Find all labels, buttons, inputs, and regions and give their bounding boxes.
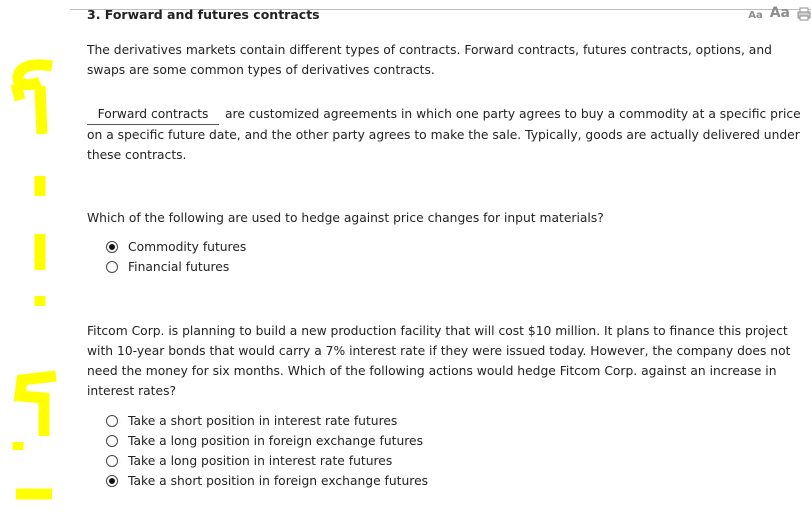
option-label: Commodity futures xyxy=(128,240,247,254)
radio-button[interactable] xyxy=(106,415,118,427)
radio-button[interactable] xyxy=(106,261,118,273)
question-title: 3. Forward and futures contracts xyxy=(87,7,320,22)
radio-button[interactable] xyxy=(106,241,118,253)
radio-button[interactable] xyxy=(106,435,118,447)
handwritten-annotation xyxy=(0,0,70,513)
definition-paragraph xyxy=(87,104,802,165)
option-short-foreign-exchange[interactable] xyxy=(106,471,428,491)
font-size-large-button[interactable]: Aa xyxy=(769,5,790,21)
option-label: Take a long position in interest rate futures xyxy=(128,454,393,468)
option-long-foreign-exchange[interactable] xyxy=(106,431,428,451)
option-label: Take a short position in foreign exchange futures xyxy=(128,474,429,488)
option-financial-futures[interactable] xyxy=(106,257,246,277)
radio-button[interactable] xyxy=(106,475,118,487)
question1-prompt: Which of the following are used to hedge against price changes for input materials? xyxy=(87,211,604,225)
question2-prompt: Fitcom Corp. is planning to build a new production facility that will cost $10 million. It plans to finance this project with 10-year bonds that would carry a 7% interest rate if they were issued today. However, the company does not need the money for six months. Which of the following actions would hedge Fitcom Corp. against an increase in interest rates? xyxy=(87,324,791,398)
answer-blank[interactable]: Forward contracts xyxy=(87,104,219,125)
font-size-small-button[interactable]: Aa xyxy=(748,10,763,21)
option-label: Take a long position in foreign exchange futures xyxy=(128,434,423,448)
font-size-controls xyxy=(748,5,811,21)
question1-options xyxy=(106,237,246,277)
printer-icon[interactable] xyxy=(797,7,811,21)
option-label: Financial futures xyxy=(128,260,230,274)
question2-options xyxy=(106,411,428,491)
option-long-interest-rate[interactable] xyxy=(106,451,428,471)
definition-text: are customized agreements in which one party agrees to buy a commodity at a specific price on a specific future date, and the other party agrees to make the sale. Typically, goods are actually delivered under these contracts. xyxy=(87,107,801,162)
option-short-interest-rate[interactable] xyxy=(106,411,428,431)
option-label: Take a short position in interest rate futures xyxy=(128,414,398,428)
radio-button[interactable] xyxy=(106,455,118,467)
option-commodity-futures[interactable] xyxy=(106,237,246,257)
intro-paragraph: The derivatives markets contain different types of contracts. Forward contracts, futures contracts, options, and swaps are some common types of derivatives contracts. xyxy=(87,43,772,77)
